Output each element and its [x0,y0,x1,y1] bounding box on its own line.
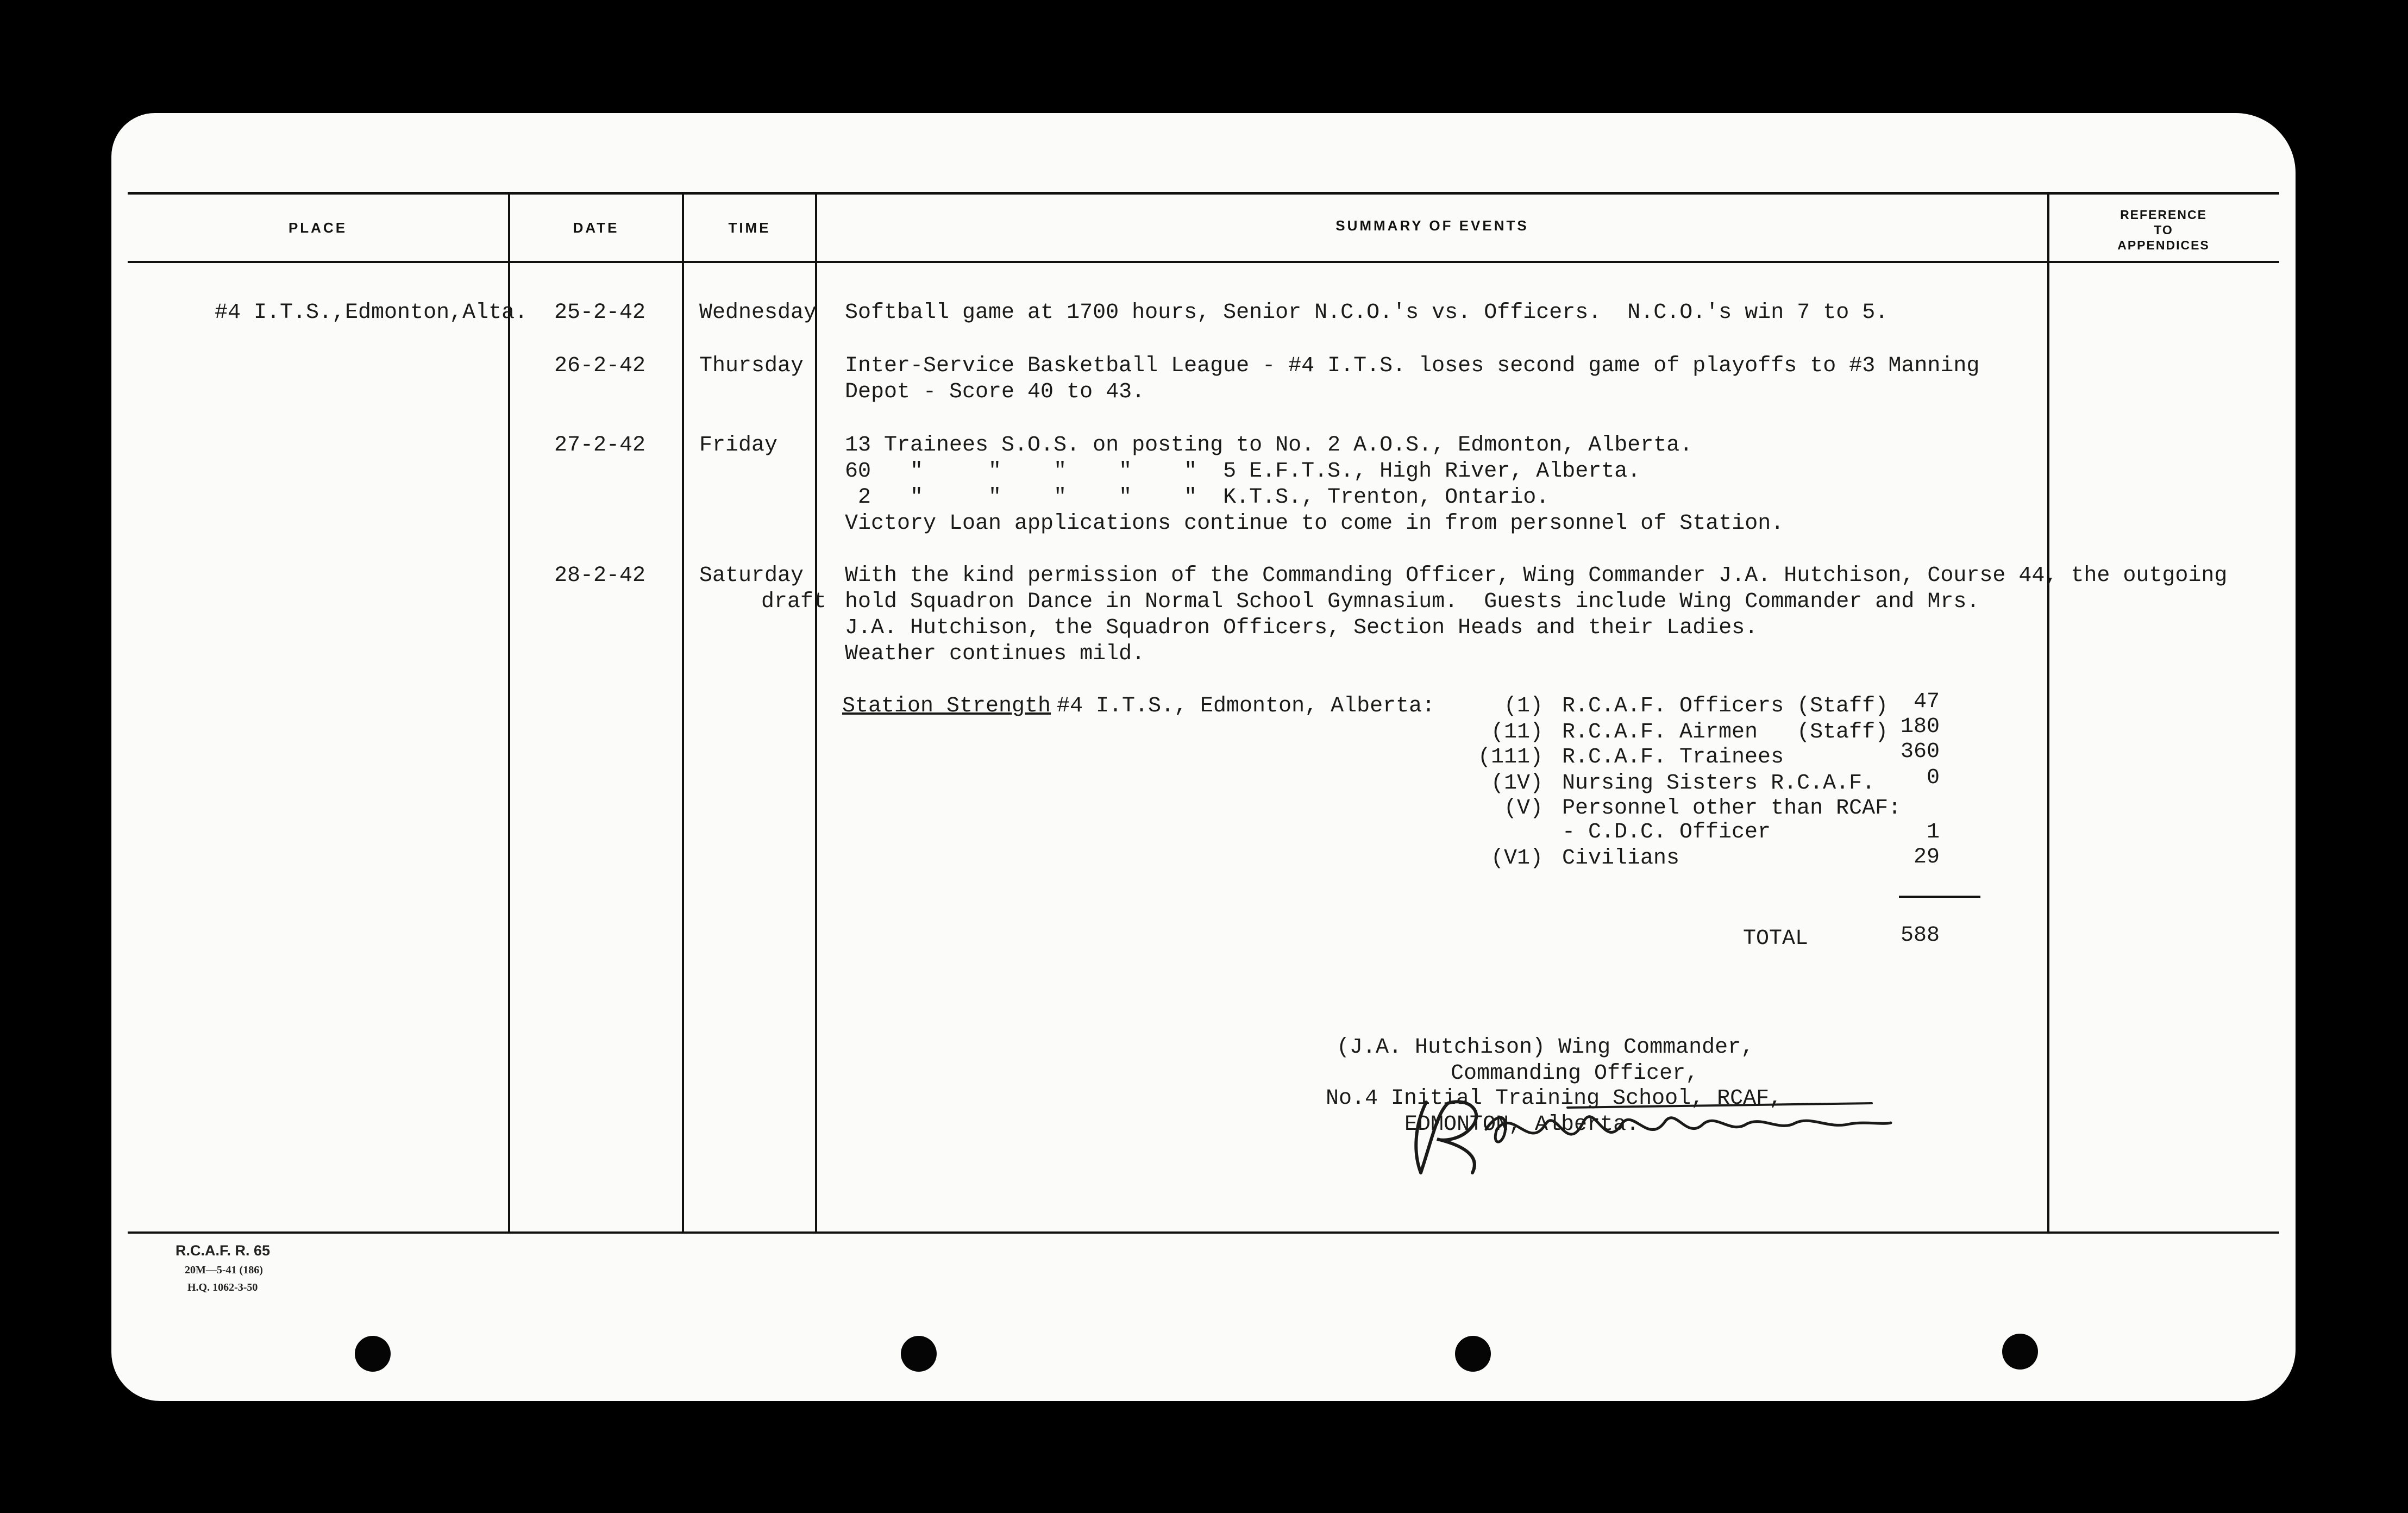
strength-row-desc: Civilians [1562,846,1680,871]
strength-row-value: 180 [1900,715,1940,739]
form-id-line: 20M—5-41 (186) [185,1264,263,1276]
entry-date: 28-2-42 [554,564,646,588]
strength-row-num: (11) [1490,720,1543,745]
column-rule-date [682,195,684,1231]
strength-row-desc: Nursing Sisters R.C.A.F. [1562,771,1876,796]
entry-line: Softball game at 1700 hours, Senior N.C.O.'s vs. Officers. N.C.O.'s win 7 to 5. [845,301,1889,325]
header-summary: SUMMARY OF EVENTS [1335,217,1529,234]
header-rule [128,261,2279,263]
binder-hole [901,1336,937,1372]
form-id-line: H.Q. 1062-3-50 [187,1281,258,1293]
top-rule [128,192,2279,195]
column-rule-time [815,195,817,1231]
form-id-line: R.C.A.F. R. 65 [175,1242,271,1259]
header-reference: REFERENCE TO APPENDICES [2117,208,2210,252]
column-rule-place [508,195,510,1231]
strength-row-value: 29 [1913,845,1940,870]
entry-day-extra: draft [761,590,827,614]
entry-day: Wednesday [699,301,817,325]
binder-hole [2002,1334,2038,1370]
strength-row-desc: - C.D.C. Officer [1562,820,1771,845]
strength-row-value: 0 [1926,766,1940,790]
header-time: TIME [728,220,771,236]
strength-row-num: (V1) [1490,846,1543,871]
entry-line: 60 " " " " " 5 E.F.T.S., High River, Alberta. [845,459,1641,484]
diary-page [111,113,2296,1401]
binder-hole [355,1336,391,1372]
entry-line: Weather continues mild. [845,642,1145,666]
entry-line: J.A. Hutchison, the Squadron Officers, Section Heads and their Ladies. [845,616,1758,640]
total-value: 588 [1900,923,1940,948]
binder-hole [1455,1336,1491,1372]
strength-row-desc: R.C.A.F. Trainees [1562,745,1784,770]
entry-day: Saturday [699,564,804,588]
entry-line: Victory Loan applications continue to come in from personnel of Station. [845,511,1784,536]
entry-date: 26-2-42 [554,354,646,378]
header-place: PLACE [288,220,348,236]
header-date: DATE [573,220,619,236]
signature-line: No.4 Initial Training School, RCAF, [1326,1086,1783,1111]
signature-line: EDMONTON, Alberta. [1404,1112,1640,1137]
total-rule [1899,896,1980,898]
strength-unit: #4 I.T.S., Edmonton, Alberta: [1057,694,1435,718]
strength-label: Station Strength [842,694,1051,718]
entry-line: 13 Trainees S.O.S. on posting to No. 2 A.O.S., Edmonton, Alberta. [845,433,1693,458]
entry-day: Friday [699,433,778,458]
strength-row-value: 1 [1926,820,1940,845]
total-label: TOTAL [1743,927,1809,951]
bottom-rule [128,1231,2279,1234]
entry-line: With the kind permission of the Commanding Officer, Wing Commander J.A. Hutchison, Course 44, the outgoing [845,564,2228,588]
strength-row-desc: R.C.A.F. Airmen (Staff) [1562,720,1889,745]
entry-date: 27-2-42 [554,433,646,458]
entry-date: 25-2-42 [554,301,646,325]
strength-row-num: (1V) [1490,771,1543,796]
strength-row-value: 47 [1913,690,1940,714]
strength-row-desc: Personnel other than RCAF: [1562,796,1902,821]
signature-line: (J.A. Hutchison) Wing Commander, [1337,1035,1754,1060]
strength-row-desc: R.C.A.F. Officers (Staff) [1562,694,1889,718]
entry-line: 2 " " " " " K.T.S., Trenton, Ontario. [845,485,1550,510]
entry-line: Inter-Service Basketball League - #4 I.T.S. loses second game of playoffs to #3 Manning [845,354,1980,378]
strength-row-num: (V) [1503,796,1543,821]
signature-line: Commanding Officer, [1451,1061,1699,1086]
entry-line: Depot - Score 40 to 43. [845,380,1145,404]
strength-row-num: (1) [1504,694,1544,718]
column-rule-summary [2047,195,2049,1231]
entry-line: hold Squadron Dance in Normal School Gymnasium. Guests include Wing Commander and Mrs. [845,590,1980,614]
strength-row-num: (111) [1477,745,1543,770]
place-text: #4 I.T.S.,Edmonton,Alta. [215,301,528,325]
entry-day: Thursday [699,354,804,378]
strength-row-value: 360 [1900,740,1940,764]
